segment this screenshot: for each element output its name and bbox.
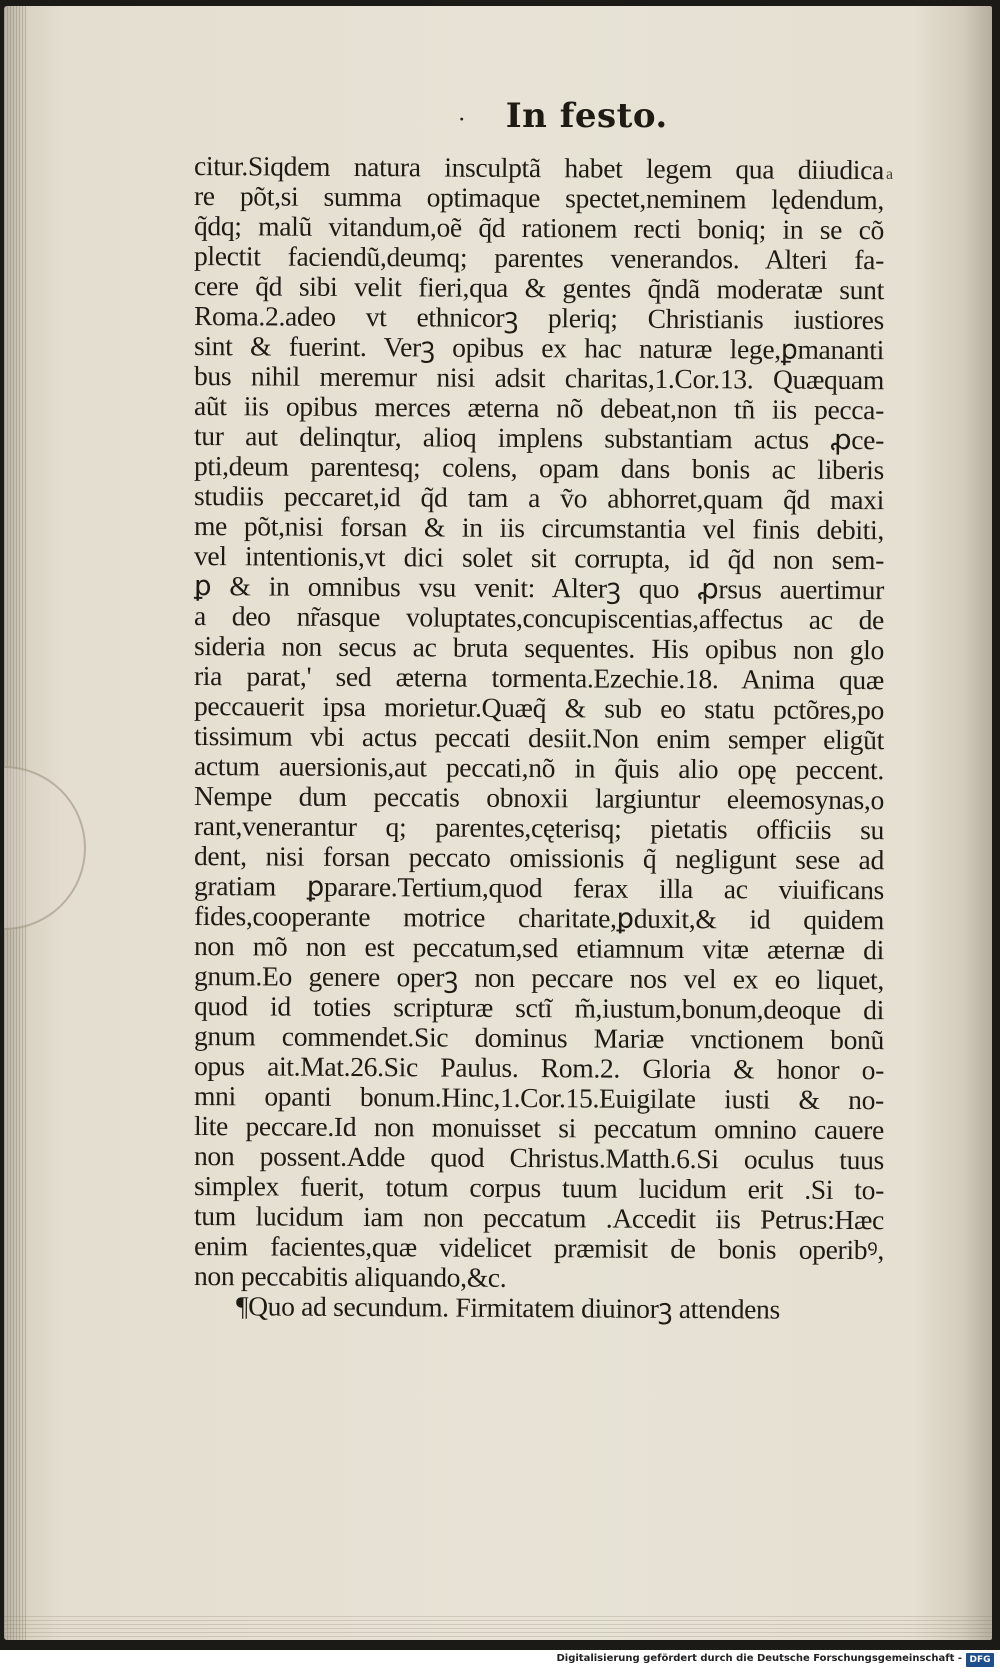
text-line: q̃dq; malũ vitandum,oẽ q̃d rationem recti boniq; in se cõ bbox=[193, 210, 885, 246]
text-line: mni opanti bonum.Hinc,1.Cor.15.Euigilate iusti & no- bbox=[193, 1080, 885, 1116]
text-line: gnum.Eo genere operꝫ non peccare nos vel ex eo liquet, bbox=[193, 960, 885, 996]
text-line: simplex fuerit, totum corpus tuum lucidum erit .Si to- bbox=[193, 1170, 885, 1206]
funding-credit: Digitalisierung gefördert durch die Deutsche Forschungsgemeinschaft - bbox=[556, 1653, 962, 1664]
text-line: studiis peccaret,id q̃d tam a ṽo abhorret,quam q̃d maxi bbox=[193, 480, 885, 516]
text-line: tissimum vbi actus peccati desiit.Non enim semper eligũt bbox=[193, 720, 885, 756]
book-page bbox=[4, 6, 992, 1640]
margin-mark: a bbox=[886, 166, 894, 183]
text-line: Roma.2.adeo vt ethnicorꝫ pleriq; Christianis iustiores bbox=[193, 300, 885, 336]
text-line: vel intentionis,vt dici solet sit corrupta, id q̃d non sem- bbox=[193, 540, 885, 576]
text-line: tum lucidum iam non peccatum .Accedit iis Petrus:Hæc bbox=[193, 1200, 885, 1236]
text-line: ꝑ & in omnibus vsu venit: Alterꝫ quo ꝓrsus auertimur bbox=[193, 570, 885, 606]
text-line: gratiam ꝑparare.Tertium,quod ferax illa ac viuificans bbox=[193, 870, 885, 906]
text-line: me põt,nisi forsan & in iis circumstantia vel finis debiti, bbox=[193, 510, 885, 546]
text-line: tur aut delinqtur, alioq implens substantiam actus ꝓce- bbox=[193, 420, 885, 456]
text-line: ria parat,' sed æterna tormenta.Ezechie.18. Anima quæ bbox=[193, 660, 885, 696]
text-line: enim facientes,quæ videlicet præmisit de bonis operibꝰ, bbox=[193, 1230, 885, 1266]
body-text bbox=[193, 150, 885, 1325]
text-line: rant,venerantur q; parentes,cęterisq; pietatis officiis su bbox=[193, 810, 885, 846]
text-line: sideria non secus ac bruta sequentes. His opibus non glo bbox=[193, 630, 885, 666]
text-line: pti,deum parentesq; colens, opam dans bonis ac liberis bbox=[193, 450, 885, 486]
dfg-logo: DFG bbox=[966, 1653, 994, 1667]
text-line: lite peccare.Id non monuisset si peccatum omnino cauere bbox=[193, 1110, 885, 1146]
digitization-footer bbox=[0, 1650, 1000, 1672]
running-title bbox=[242, 96, 884, 141]
text-line: peccauerit ipsa morietur.Quæq̃ & sub eo statu pctõres,po bbox=[193, 690, 885, 726]
book-clasp bbox=[4, 766, 86, 930]
title-dot: · bbox=[458, 108, 466, 133]
text-line: bus nihil meremur nisi adsit charitas,1.Cor.13. Quæquam bbox=[193, 360, 885, 396]
page-bottom-edge bbox=[4, 1616, 992, 1640]
text-line: sint & fuerint. Verꝫ opibus ex hac naturæ lege,ꝑmananti bbox=[193, 330, 885, 366]
text-line: re põt,si summa optimaque spectet,neminem lędendum, bbox=[193, 180, 885, 216]
text-line: a deo nr̃asque voluptates,concupiscentias,affectus ac de bbox=[193, 600, 885, 636]
text-line: citur.Siqdem natura insculptã habet legem qua diiudica bbox=[193, 150, 885, 186]
text-line: non peccabitis aliquando,&c. bbox=[193, 1260, 507, 1293]
text-line: plectit faciendũ,deumq; parentes venerandos. Alteri fa- bbox=[193, 240, 885, 276]
text-line: actum auersionis,aut peccati,nõ in q̃uis alio opę peccent. bbox=[193, 750, 885, 786]
running-title-text: In festo. bbox=[505, 96, 668, 136]
text-block bbox=[193, 96, 885, 1325]
text-line: gnum commendet.Sic dominus Mariæ vnctionem bonũ bbox=[193, 1020, 885, 1056]
text-line: fides,cooperante motrice charitate,ꝑduxit,& id quidem bbox=[193, 900, 885, 936]
text-line: dent, nisi forsan peccato omissionis q̃ negligunt sese ad bbox=[193, 840, 885, 876]
text-line: ¶Quo ad secundum. Firmitatem diuinorꝫ attendens bbox=[235, 1290, 781, 1325]
text-line: cere q̃d sibi velit fieri,qua & gentes q̃ndã moderatæ sunt bbox=[193, 270, 885, 306]
text-line: aũt iis opibus merces æterna nõ debeat,non tñ iis pecca- bbox=[193, 390, 885, 426]
text-line: non mõ non est peccatum,sed etiamnum vitæ æternæ di bbox=[193, 930, 885, 966]
text-line: non possent.Adde quod Christus.Matth.6.Si oculus tuus bbox=[193, 1140, 885, 1176]
text-line: Nempe dum peccatis obnoxii largiuntur eleemosynas,o bbox=[193, 780, 885, 816]
text-line: quod id toties scripturæ sctĩ m̃,iustum,bonum,deoque di bbox=[193, 990, 885, 1026]
text-line: opus ait.Mat.26.Sic Paulus. Rom.2. Gloria & honor o- bbox=[193, 1050, 885, 1086]
